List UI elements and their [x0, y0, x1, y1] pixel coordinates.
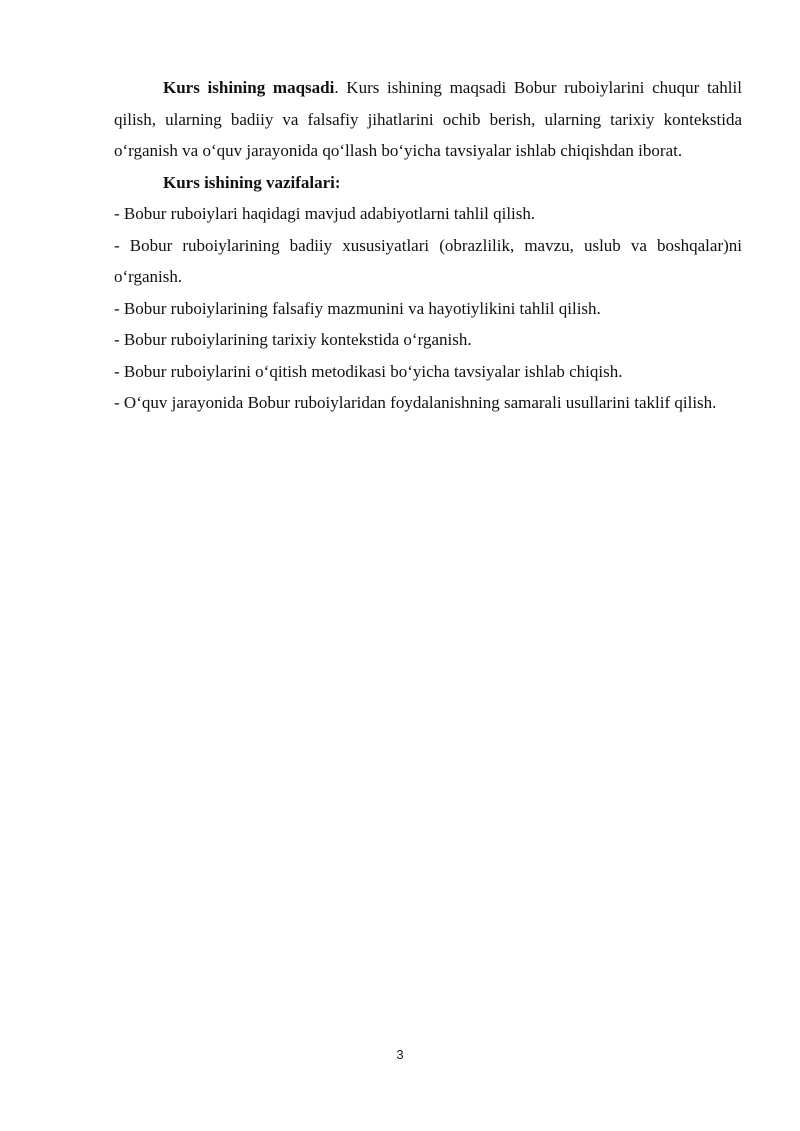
task-item: - Bobur ruboiylarini o‘qitish metodikasi bo‘yicha tavsiyalar ishlab chiqish. — [114, 361, 623, 381]
goal-paragraph — [114, 72, 742, 167]
task-item: - Bobur ruboiylarining falsafiy mazmunini va hayotiylikini tahlil qilish. — [114, 298, 601, 318]
goal-text: Kurs ishining maqsadi Bobur ruboiylarini chuqur tahlil qilish, ularning badiiy va falsafiy jihatlarini ochib berish, ularning tarixiy kontekstida o‘rganish va o‘quv jarayonida qo‘llash bo‘yicha tavsiyalar ishlab chiqishdan iborat. — [114, 78, 742, 160]
task-item: - Bobur ruboiylarining badiiy xususiyatlari (obrazlilik, mavzu, uslub va boshqalar)ni o‘rganish. — [114, 235, 742, 286]
page-number: 3 — [396, 1047, 404, 1062]
task-item: - Bobur ruboiylari haqidagi mavjud adabiyotlarni tahlil qilish. — [114, 204, 536, 223]
goal-heading: Kurs ishining maqsadi — [163, 78, 335, 97]
task-item: - O‘quv jarayonida Bobur ruboiylaridan foydalanishning samarali usullarini taklif qilish. — [114, 393, 717, 412]
goal-heading-suffix: . — [334, 78, 339, 97]
task-item: - Bobur ruboiylarining tarixiy kontekstida o‘rganish. — [114, 330, 472, 349]
document-page — [114, 72, 742, 419]
tasks-heading: Kurs ishining vazifalari: — [163, 172, 341, 192]
